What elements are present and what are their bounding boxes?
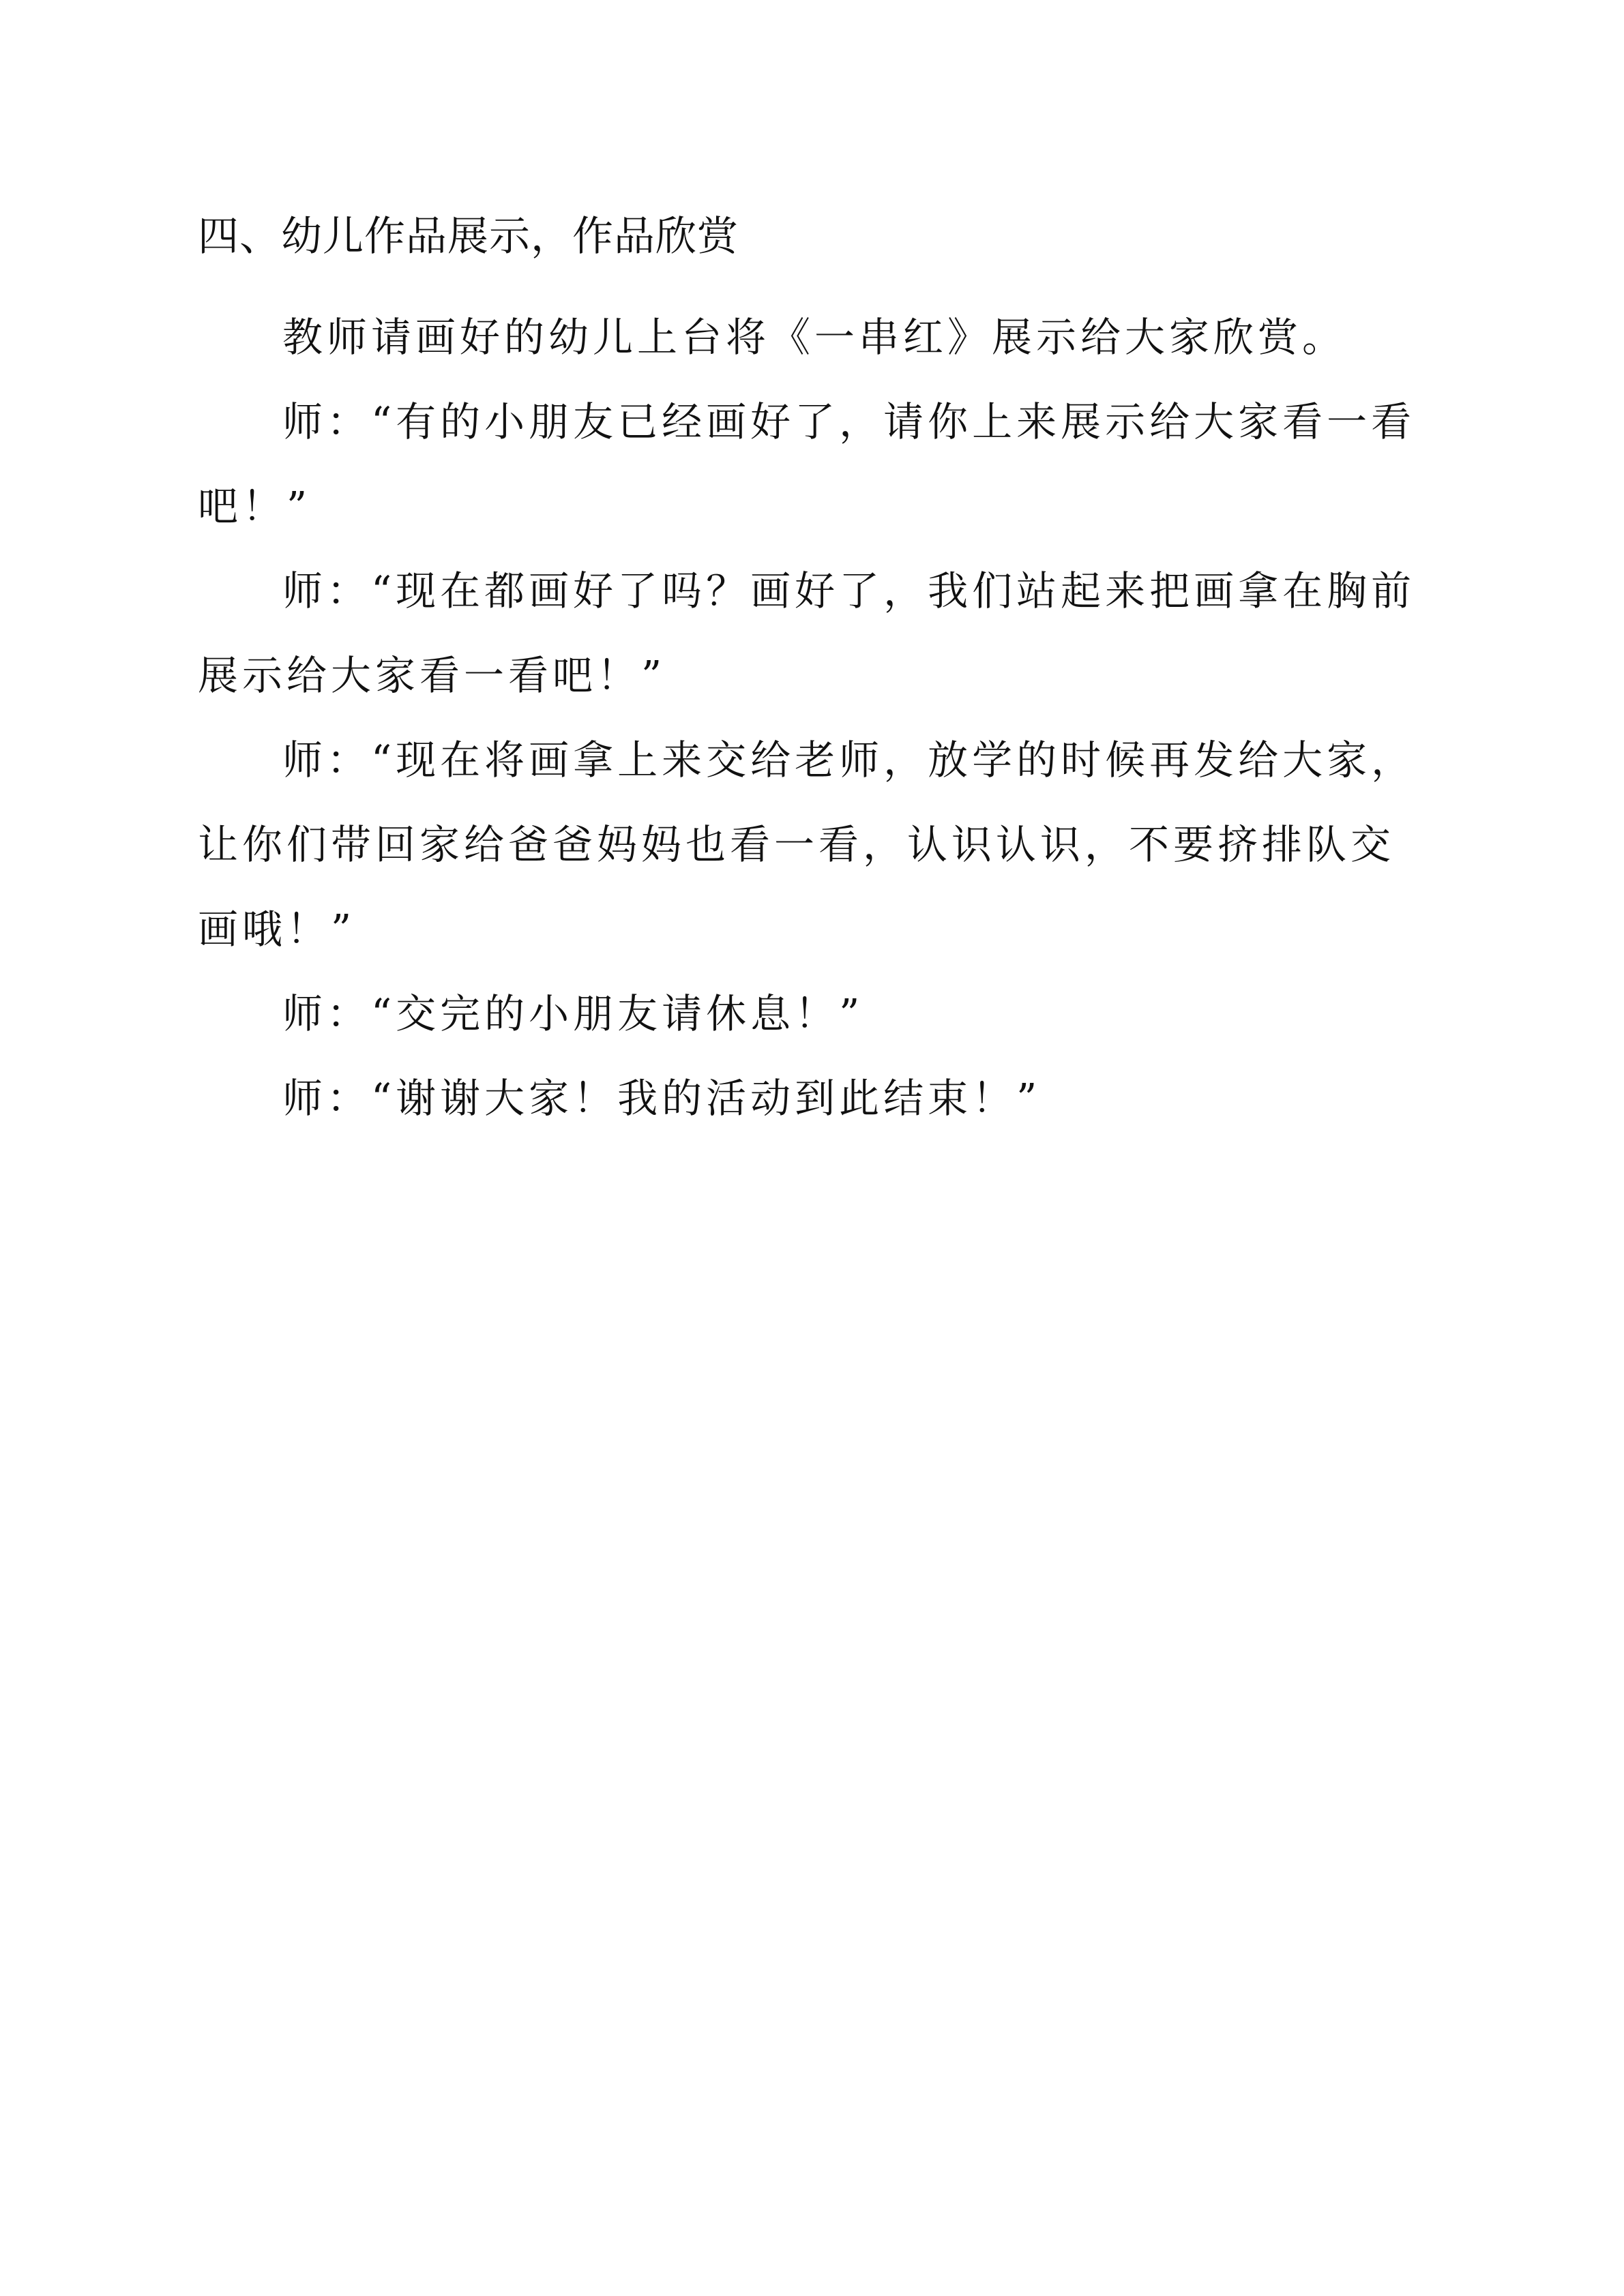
paragraph-teacher-line-1: 师：“有的小朋友已经画好了，请你上来展示给大家看一看吧！” (198, 398, 1416, 530)
paragraph-teacher-line-2: 师：“现在都画好了吗？画好了，我们站起来把画拿在胸前展示给大家看一看吧！” (198, 567, 1416, 699)
paragraph-teacher-line-3: 师：“现在将画拿上来交给老师，放学的时候再发给大家，让你们带回家给爸爸妈妈也看一看，认识认识，不要挤排队交画哦！” (198, 736, 1416, 953)
document-body (198, 208, 1426, 1141)
paragraph-teacher-line-4: 师：“交完的小朋友请休息！” (282, 990, 864, 1037)
paragraph-teacher-line-5: 师：“谢谢大家！我的活动到此结束！” (282, 1075, 1042, 1122)
section-heading: 四、幼儿作品展示，作品欣赏 (198, 213, 739, 260)
paragraph-intro: 教师请画好的幼儿上台将《一串红》展示给大家欣赏。 (282, 314, 1347, 361)
